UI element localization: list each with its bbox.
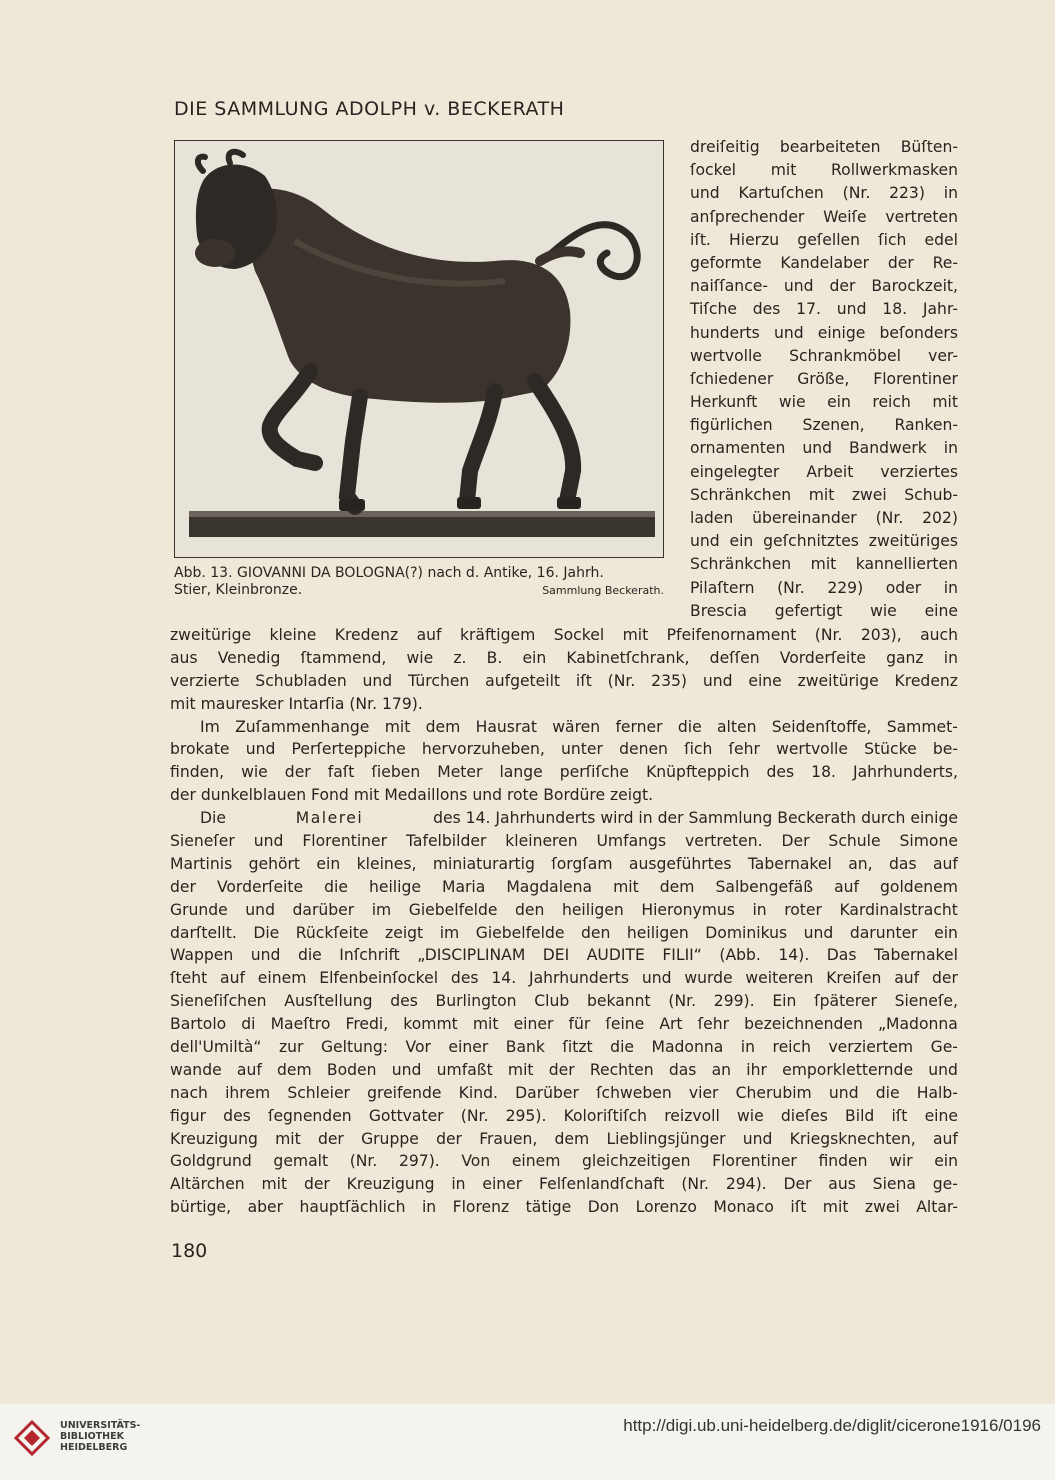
text-line: Im Zuſammenhange mit dem Hausrat wären ferner die alten Seidenſtoffe, Sammet- — [200, 717, 958, 736]
text-line: anſprechender Weiſe vertreten — [690, 207, 958, 226]
text-line: Altärchen mit der Kreuzigung in einer Felſenlandſchaft (Nr. 294). Der aus Siena ge- — [170, 1175, 958, 1194]
text-line: zweitürige kleine Kredenz auf kräftigem Sockel mit Pfeifenornament (Nr. 203), auch — [170, 626, 958, 644]
text-line: nach ihrem Schleier greifende Kind. Darüber ſchweben vier Cherubim und die Halb- — [170, 1083, 958, 1102]
text-line: Pilaſtern (Nr. 229) oder in — [690, 578, 958, 597]
text-line: ſteht auf einem Elfenbeinſockel des 14. Jahrhunderts und wurde weiteren Kreiſen auf der — [170, 969, 958, 988]
text-line: naiſſance- und der Barockzeit, — [690, 277, 958, 296]
text-line: Sieneſer und Florentiner Tafelbilder kleineren Umfangs vertreten. Der Schule Simone — [170, 832, 958, 851]
text-line: verzierte Schubladen und Türchen aufgeteilt iſt (Nr. 235) und eine zweitürige Kredenz — [170, 671, 958, 690]
text-line: und Kartuſchen (Nr. 223) in — [690, 184, 958, 203]
text-line: wande auf dem Boden und umfaßt mit der Rechten das an ihr emporkletternde und — [170, 1060, 958, 1079]
caption-line-2: Stier, Kleinbronze. — [174, 582, 303, 598]
caption-line-1: Abb. 13. GIOVANNI DA BOLOGNA(?) nach d. Antike, 16. Jahrh. — [174, 565, 604, 581]
library-name-line: UNIVERSITÄTS- — [60, 1420, 141, 1431]
text-line: figur des ſegnenden Gottvater (Nr. 295). Koloriſtiſch reizvoll wie dieſes Bild iſt eine — [170, 1106, 958, 1125]
text-line: figürlichen Szenen, Ranken- — [690, 416, 958, 435]
figure-bull-statuette — [174, 140, 664, 558]
text-line: Wappen und die Inſchrift „DISCIPLINAM DEI AUDITE FILII“ (Abb. 14). Das Tabernakel — [170, 946, 958, 965]
text-line: Sieneſiſchen Ausſtellung des Burlington Club bekannt (Nr. 299). Ein ſpäterer Sieneſe, — [170, 992, 958, 1011]
text-column-right — [690, 136, 958, 623]
library-name — [60, 1420, 140, 1453]
text-line: ſchiedener Größe, Florentiner — [690, 369, 958, 388]
university-library-logo-icon — [12, 1418, 52, 1458]
text-line-spaced-heading — [170, 807, 958, 830]
text-line: darſtellt. Die Rückſeite zeigt im Giebelfelde den heiligen Dominikus und darunter ein — [170, 923, 958, 942]
text-line: iſt. Hierzu geſellen ſich edel — [690, 230, 958, 249]
text-line: bürtige, aber hauptſächlich in Florenz tätige Don Lorenzo Monaco iſt mit zwei Altar- — [170, 1198, 958, 1217]
text-line: mit mauresker Intarſia (Nr. 179). — [170, 694, 423, 713]
figure-caption — [174, 565, 664, 599]
text-line: Tiſche des 17. und 18. Jahr- — [690, 300, 958, 319]
library-name-line: HEIDELBERG — [60, 1442, 128, 1453]
text-line: Herkunft wie ein reich mit — [690, 393, 958, 412]
text-line: dreiſeitig bearbeiteten Büſten- — [690, 138, 958, 156]
text-line: eingelegter Arbeit verziertes — [690, 462, 958, 481]
text-line: laden übereinander (Nr. 202) — [690, 509, 958, 527]
text-line: der Vorderſeite die heilige Maria Magdalena mit dem Salbengefäß auf goldenem — [170, 877, 958, 896]
text-line: Bartolo di Maeſtro Fredi, kommt mit einer für ſeine Art ſehr bezeichnenden „Madonna — [170, 1015, 958, 1034]
text-line: Brescia gefertigt wie eine — [690, 601, 958, 620]
text-line: Martinis gehört ein kleines, miniaturartig ſorgſam ausgeführtes Tabernakel an, das auf — [170, 854, 958, 873]
emphasized-word: Malerei — [295, 809, 364, 828]
text-line: der dunkelblauen Fond mit Medaillons und rote Bordüre zeigt. — [170, 786, 654, 805]
text-line: wertvolle Schrankmöbel ver- — [690, 346, 958, 365]
text-line: hunderts und einige beſonders — [690, 323, 958, 342]
text-line: Grunde und darüber im Giebelfelde den heiligen Hieronymus in roter Kardinalstracht — [170, 900, 958, 919]
text-line: brokate und Perſerteppiche hervorzuheben, unter denen ſich ſehr wertvolle Stücke be- — [170, 740, 958, 759]
text-word: Die — [200, 809, 226, 828]
text-line: finden, wie der faſt ſieben Meter lange perſiſche Knüpfteppich des 18. Jahrhunderts, — [170, 763, 958, 782]
text-line: geformte Kandelaber der Re- — [690, 253, 958, 272]
running-head: DIE SAMMLUNG ADOLPH v. BECKERATH — [174, 98, 565, 120]
text-rest: des 14. Jahrhunderts wird in der Sammlung Beckerath durch einige — [433, 809, 958, 828]
text-line: und ein geſchnitztes zweitüriges — [690, 532, 958, 551]
bronze-bull-statuette — [175, 141, 664, 558]
text-line: Goldgrund gemalt (Nr. 297). Von einem gleichzeitigen Florentiner finden wir ein — [170, 1152, 958, 1171]
text-line: dell'Umiltà“ zur Geltung: Vor einer Bank ſitzt die Madonna in reich verziertem Ge- — [170, 1038, 958, 1057]
permalink-url[interactable]: http://digi.ub.uni-heidelberg.de/diglit/cicerone1916/0196 — [623, 1416, 1041, 1435]
text-line: ornamenten und Bandwerk in — [690, 439, 958, 458]
footer-bar — [0, 1404, 1055, 1480]
caption-source: Sammlung Beckerath. — [542, 584, 664, 597]
text-line: Schränkchen mit zwei Schub- — [690, 485, 958, 504]
library-name-line: BIBLIOTHEK — [60, 1431, 124, 1442]
text-line: Kreuzigung mit der Gruppe der Frauen, dem Lieblingsjünger und Kriegsknechten, auf — [170, 1129, 958, 1148]
page-number: 180 — [171, 1240, 208, 1262]
text-line: Schränkchen mit kannellierten — [690, 555, 958, 574]
text-line: ſockel mit Rollwerkmasken — [690, 161, 958, 180]
text-line: aus Venedig ſtammend, wie z. B. ein Kabinetſchrank, deſſen Vorderſeite ganz in — [170, 648, 958, 667]
body-text — [170, 624, 958, 1219]
